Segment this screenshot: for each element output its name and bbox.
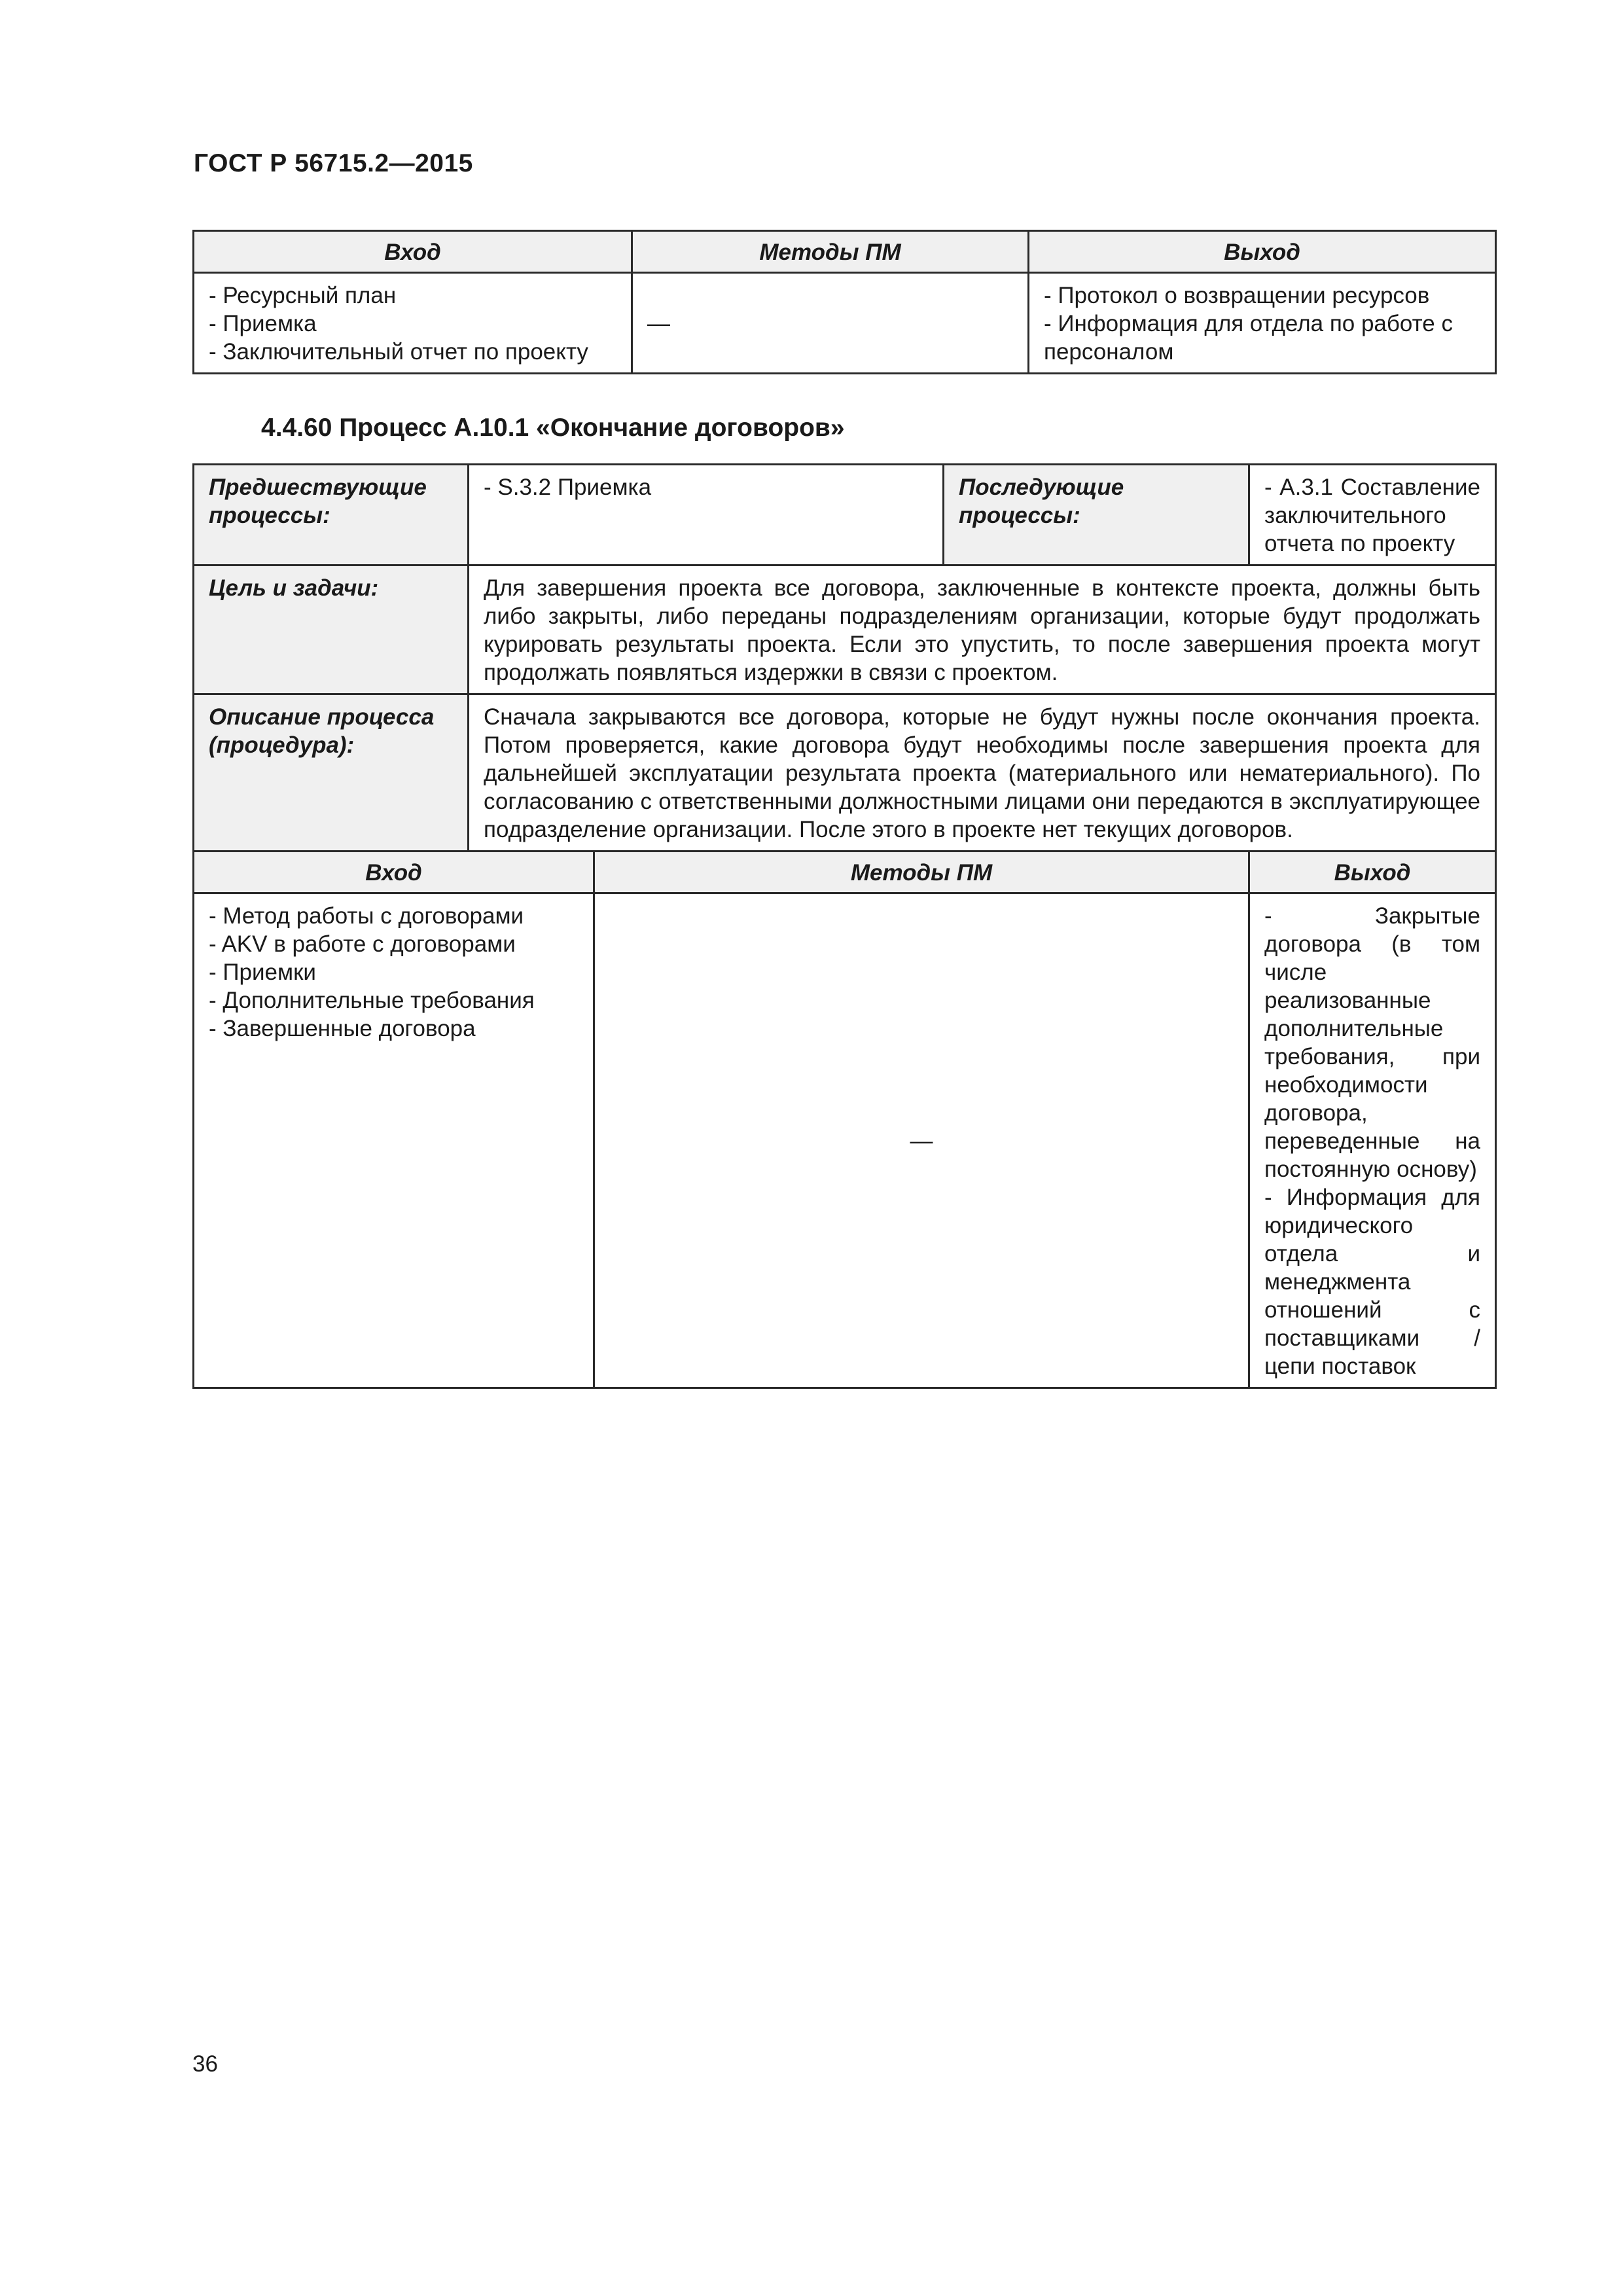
process-table [192, 463, 1497, 1389]
list-item: - Метод работы с договорами [209, 903, 524, 929]
list-item: - Протокол о возвращении ресурсов [1044, 283, 1430, 308]
goal-text: Для завершения проекта все договора, заключенные в контексте проекта, должны быть либо закрыты, либо переданы подразделениям организации, которые будут продолжать курировать результаты проекта. Если это упустить, то после завершения проекта могут продолжать появляться издержки в связи с проектом. [469, 565, 1496, 694]
section-title: 4.4.60 Процесс А.10.1 «Окончание договоров» [261, 414, 845, 442]
input-cell [194, 273, 632, 374]
list-item: - Заключительный отчет по проекту [209, 339, 588, 365]
next-processes-value: - А.3.1 Составление заключительного отчета по проекту [1249, 465, 1496, 565]
table-row [194, 694, 1496, 852]
methods-cell: — [632, 273, 1029, 374]
list-item: - Ресурсный план [209, 283, 397, 308]
list-item: - Информация для юридического отдела и менеджмента отношений с поставщиками / цепи поставок [1264, 1185, 1481, 1379]
output-cell [1029, 273, 1496, 374]
document-code: ГОСТ Р 56715.2—2015 [194, 149, 473, 177]
next-processes-label: Последующие процессы: [944, 465, 1249, 565]
methods-cell: — [594, 893, 1249, 1388]
list-item: - Закрытые договора (в том числе реализованные дополнительные требования, при необходимости договора, переведенные на постоянную основу) [1264, 903, 1481, 1182]
input-cell [194, 893, 594, 1388]
header-methods: Методы ПМ [594, 852, 1249, 893]
description-label: Описание процесса (процедура): [194, 694, 469, 852]
prev-processes-value: - S.3.2 Приемка [469, 465, 944, 565]
io-table-previous [192, 230, 1497, 374]
list-item: - Информация для отдела по работе с персоналом [1044, 311, 1453, 365]
list-item: - Приемки [209, 960, 316, 985]
header-output: Выход [1249, 852, 1496, 893]
header-output: Выход [1029, 231, 1496, 273]
list-item: - Завершенные договора [209, 1016, 476, 1041]
list-item: - Дополнительные требования [209, 988, 535, 1013]
table-header-row [194, 852, 1496, 893]
header-input: Вход [194, 231, 632, 273]
table-row [194, 565, 1496, 694]
table-row [194, 273, 1496, 374]
list-item: - Приемка [209, 311, 317, 336]
list-item: - AKV в работе с договорами [209, 931, 516, 957]
table-header-row [194, 231, 1496, 273]
page-number: 36 [192, 2051, 218, 2077]
table-row [194, 465, 1496, 565]
goal-label: Цель и задачи: [194, 565, 469, 694]
table-row [194, 893, 1496, 1388]
description-text: Сначала закрываются все договора, которые не будут нужны после окончания проекта. Потом проверяется, какие договора будут необходимы после завершения проекта для дальнейшей эксплуатации результата проекта (материального или нематериального). По согласованию с ответственными должностными лицами они передаются в эксплуатирующее подразделение организации. После этого в проекте нет текущих договоров. [469, 694, 1496, 852]
header-methods: Методы ПМ [632, 231, 1029, 273]
prev-processes-label: Предшествующие процессы: [194, 465, 469, 565]
output-cell [1249, 893, 1496, 1388]
header-input: Вход [194, 852, 594, 893]
